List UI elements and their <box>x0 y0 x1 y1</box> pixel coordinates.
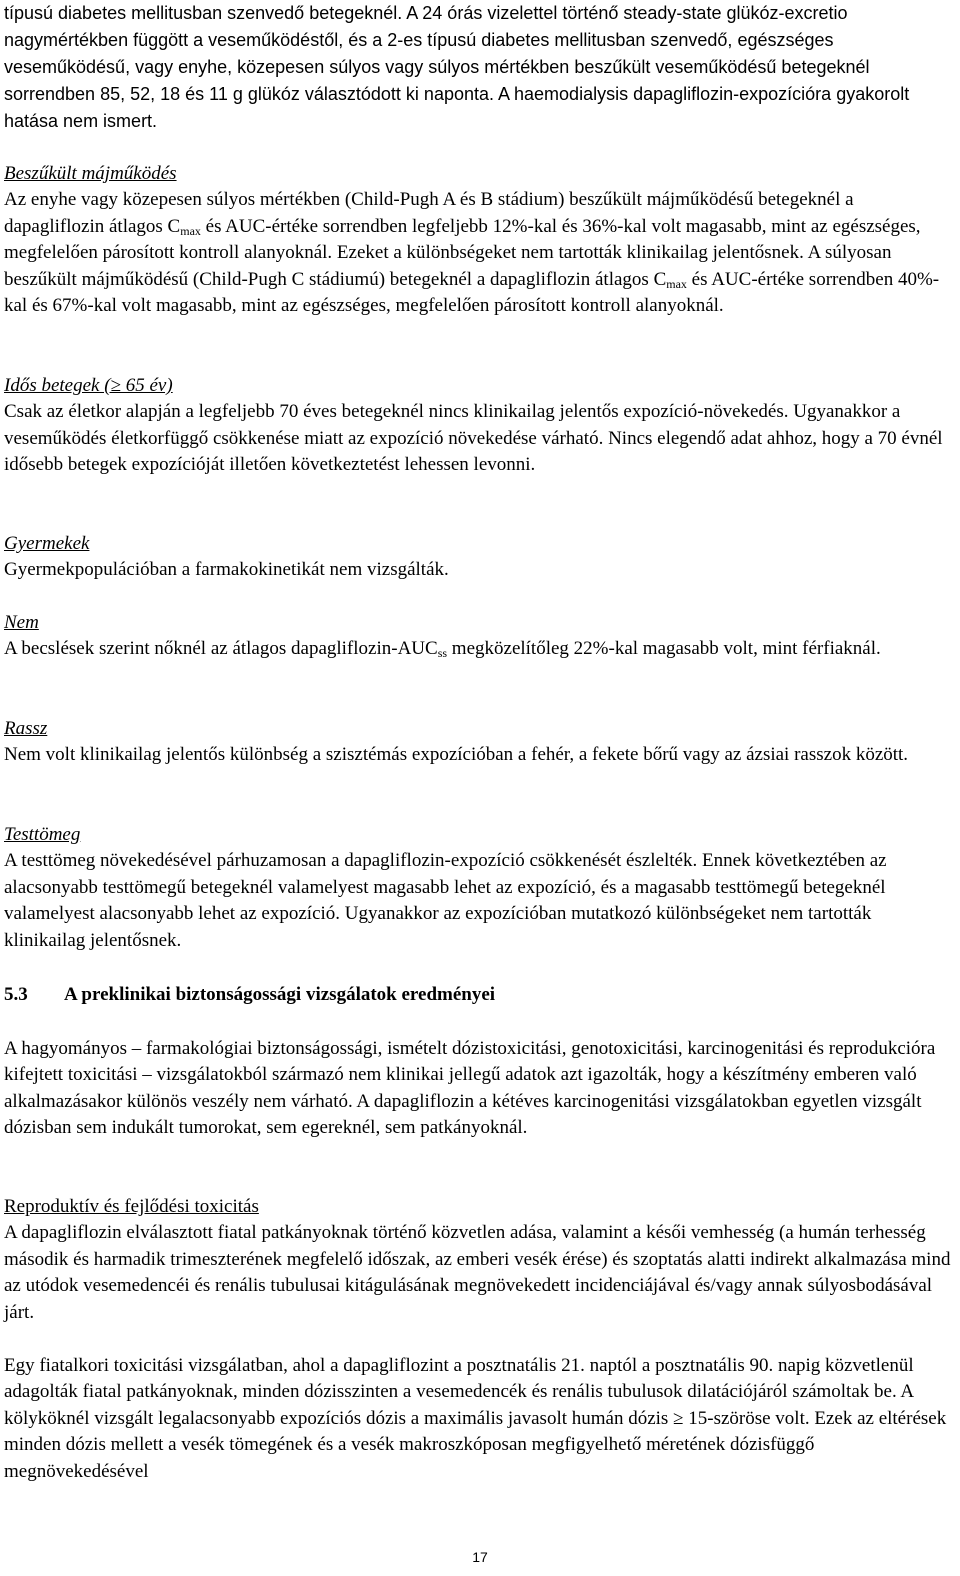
elderly-section <box>4 373 956 479</box>
intro-paragraph: típusú diabetes mellitusban szenvedő betegeknél. A 24 órás vizelettel történő steady-state glükóz-excretio nagymértékben függött a veseműködéstől, és a 2-es típusú diabetes mellitusban szenvedő, egészséges veseműködésű, vagy enyhe, közepesen súlyos vagy súlyos mértékben beszűkült veseműködésű betegeknél sorrendben 85, 52, 18 és 11 g glükóz választódott ki naponta. A haemodialysis dapagliflozin-expozícióra gyakorolt hatása nem ismert. <box>4 3 910 131</box>
repro-section <box>4 1194 956 1326</box>
hepatic-text: Az enyhe vagy közepesen súlyos mértékben (Child-Pugh A és B stádium) beszűkült májműködésű betegeknél a dapagliflozin átlagos $C_{max}$ és AUC-értéke sorrendben legfeljebb 12%-kal és 36%-kal volt magasabb, mint az egészséges, megfelelően párosított kontroll alanyoknál. Ezeket a különbségeket nem tartották klinikailag jelentősnek. A súlyosan beszűkült májműködésű (Child-Pugh C stádiumú) betegeknél a dapagliflozin átlagos $C_{max}$ és AUC-értéke sorrendben 40%-kal és 67%-kal volt magasabb, mint az egészséges, megfelelően párosított kontroll alanyoknál. <box>4 189 940 317</box>
elderly-text: Csak az életkor alapján a legfeljebb 70 éves betegeknél nincs klinikailag jelentős expozíció-növekedés. Ugyanakkor a veseműködés életkorfüggő csökkenése miatt az expozíció növekedése várható. Nincs elegendő adat ahhoz, hogy a 70 évnél idősebb betegek expozícióját illetően következtetést lehessen levonni. <box>4 401 943 476</box>
section-title: A preklinikai biztonságossági vizsgálatok eredményei <box>64 984 496 1005</box>
page-number: 17 <box>472 1549 488 1565</box>
section-heading <box>4 982 944 1008</box>
bodyweight-title: Testtömeg <box>4 824 81 845</box>
gender-title: Nem <box>4 612 39 633</box>
race-section <box>4 716 956 769</box>
children-text: Gyermekpopulációban a farmakokinetikát nem vizsgálták. <box>4 559 449 581</box>
bodyweight-text: A testtömeg növekedésével párhuzamosan a dapagliflozin-expozíció csökkenését észlelték. Ennek következtében az alacsonyabb testtömegű betegeknél valamelyest magasabb lehet az expozíció, és a magasabb testtömegű betegeknél valamelyest alacsonyabb lehet az expozíció. Ugyanakkor az expozícióban mutatkozó különbségeket nem tartották klinikailag jelentősnek. <box>4 850 887 951</box>
elderly-title: Idős betegek (≥ 65 év) <box>4 375 173 396</box>
children-title: Gyermekek <box>4 533 90 554</box>
bodyweight-section <box>4 822 956 954</box>
section-number: 5.3 <box>4 984 28 1005</box>
preclinical-paragraph: A hagyományos – farmakológiai biztonságossági, ismételt dózistoxicitási, genotoxicitási, karcinogenitási és reprodukcióra kifejtett toxicitási – vizsgálatokból származó nem klinikai jellegű adatok azt igazolták, hogy a készítmény emberen való alkalmazásakor különös veszély nem várható. A dapagliflozin a kétéves karcinogenitási vizsgálatokban egyetlen vizsgált dózisban sem indukált tumorokat, sem egereknél, sem patkányoknál. <box>4 1038 936 1139</box>
children-section <box>4 531 956 584</box>
gender-section <box>4 610 956 663</box>
juvenile-paragraph: Egy fiatalkori toxicitási vizsgálatban, ahol a dapagliflozint a posztnatális 21. naptól a posztnatális 90. napig közvetlenül adagolták fiatal patkányoknak, minden dózisszinten a vesemedencék és renális tubulusok dilatációjáról számoltak be. A kölyköknél vizsgált legalacsonyabb expozíciós dózis a maximális javasolt humán dózis ≥ 15-szöröse volt. Ezek az eltérések minden dózis mellett a vesék tömegének és a vesék makroszkóposan megfigyelhető méretének dózisfüggő megnövekedésével <box>4 1355 947 1482</box>
gender-text: A becslések szerint nőknél az átlagos dapagliflozin-$AUC_{ss}$ megközelítőleg 22%-kal magasabb volt, mint férfiaknál. <box>4 638 881 661</box>
repro-title: Reproduktív és fejlődési toxicitás <box>4 1196 259 1217</box>
hepatic-title: Beszűkült májműködés <box>4 163 177 184</box>
hepatic-section <box>4 161 956 319</box>
race-text: Nem volt klinikailag jelentős különbség a szisztémás expozícióban a fehér, a fekete bőrű vagy az ázsiai rasszok között. <box>4 744 909 766</box>
race-title: Rassz <box>4 718 48 739</box>
repro-text: A dapagliflozin elválasztott fiatal patkányoknak történő közvetlen adása, valamint a késői vemhesség (a humán terhesség második és harmadik trimeszterének megfelelő időszak, az emberi vesék érése) és szoptatás alatti indirekt alkalmazása mind az utódok vesemedencéi és renális tubulusai kitágulásának megnövekedett incidenciájával és/vagy annak súlyosbodásával járt. <box>4 1222 951 1323</box>
